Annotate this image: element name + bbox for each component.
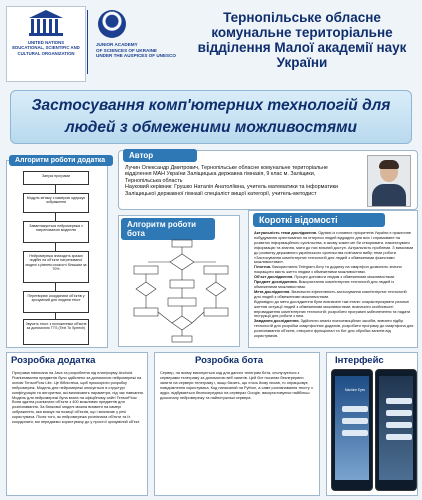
app-button [386, 434, 412, 440]
flow-arrow [55, 243, 56, 251]
logo-divider [87, 10, 88, 74]
poster-title: Застосування комп'ютерних технологій для людей з обмеженими можливостями [10, 90, 412, 144]
bot-algorithm-title: Алгоритм роботи бота [121, 218, 215, 240]
bot-development-title: Розробка бота [195, 355, 264, 366]
app-button [342, 418, 368, 424]
author-photo [367, 155, 411, 207]
author-panel [118, 150, 418, 210]
flow-step: Модуль зв'язку з камерою одержує зображення [23, 193, 89, 213]
bot-algorithm-panel [118, 215, 240, 347]
phone-screenshot [331, 369, 373, 491]
phone-screenshot [375, 369, 417, 491]
brief-info-title: Короткі відомості [253, 213, 385, 227]
bot-algorithm-diagram [120, 236, 240, 344]
brief-paragraph: Завдання дослідження. Здійснити аналіз психоемоційних засобів, вивчити підбір технологій для розробки смартфонних додатків, розробити програму до смартфона для розпізнавання об'єктів, створити функціонал та бот для обробки запитів від користувачів. [254, 318, 414, 339]
brief-paragraph: Об'єкт дослідження. Процес допомоги людям з обмеженими можливостями. [254, 274, 396, 280]
flow-step: Запуск програми [23, 171, 89, 185]
brief-paragraph: Гіпотеза. Використання Telegram-боту та додатку на смартфон дозволить значно покращити якість життя людям з обмеженими можливостями. [254, 264, 402, 275]
app-button [342, 406, 368, 412]
brief-paragraph: Відповідно до мети дослідження були визначені такі етапи: охарактеризувати реальні життєві ситуації людей з обмеженими можливостями; визначити особливості впровадження комп'ютерних технологій; розробити програмні забезпечення та надати інструкції для роботи з ним. [254, 298, 411, 319]
app-button [386, 398, 412, 404]
academy-line: JUNIOR ACADEMY [96, 42, 138, 47]
author-line: Лучин Олександр Дмитрович, Тернопільське обласне комунальне територіальне [125, 165, 328, 171]
brief-paragraph: Актуальність теми дослідження. Однією із головних пріоритетів України є практичне побудування орієнтованих на інтереси людей відрадніх для всіх і спрямоване на розвиток інформаційного суспільства, в якому кожен міг би створювати, накопичувати інформацію та знання, мати до них вільний доступ. Актуальність проблеми. З вимогами до розвитку державного українського суспільства пов'язано вибір теми роботи «Застосування комп'ютерних технологій для людей з обмеженими фізичними можливостями». [254, 230, 414, 265]
app-development-text: Програма написана на Java та розроблена під платформу Android. Розпізнавання предметів було здійснено за допомогою нейромережі на основі TensorFlow Lite. Це бібліотека, щоб прискорити розробку нейромереж. Модель для нейромережі описується в структурі конфігурацію та алгоритми, які визначають параметри, під час навчання. Модель для нейромережі була взята на офіційному сайті TensorFlow. Вона здатна розпізнати об'єкти з 400 можливих предметів для розпізнавання. За банкової моделі можна виявити на камері зображення, яка вказує на позиції об'єктів, що і визначає у речі користувача. Після того, як нейромережа розпізнала об'єкти та їх координати, ми передаємо користувачу до у простої зрозумілий об'єкт. [12, 370, 144, 425]
unesco-line: EDUCATIONAL, SCIENTIFIC AND [12, 45, 80, 51]
organization-title: Тернопільське обласне комунальне територіальне відділення Малої академії наук України [197, 10, 407, 70]
interface-title: Інтерфейс [335, 355, 384, 366]
app-algorithm-title: Алгоритм роботи додатка [9, 155, 113, 166]
bot-development-panel [154, 352, 320, 496]
flow-step: Нейромережа знаходить зразки подібні на об'єкти натренованої моделі з рівнем схожості більшим за 70% [23, 251, 89, 283]
app-button [342, 430, 368, 436]
brief-paragraph: Мета дослідження. Визначити ефективність застосування комп'ютерних технологій для людей з обмеженими можливостями. [254, 288, 407, 299]
brief-paragraph: Предмет дослідження. Використання комп'ютерних технологій для людей із обмеженими можливостями. [254, 279, 394, 289]
flow-arrow [55, 283, 56, 291]
unesco-line: UNITED NATIONS [27, 40, 65, 45]
flow-step: Звучить текст з положенням об'єктів за допомогою TTS (Text To Speech) [23, 319, 89, 345]
unesco-logo [6, 6, 86, 82]
junior-academy-logo [92, 6, 182, 82]
app-algorithm-panel [6, 157, 108, 348]
flow-arrow [55, 213, 56, 221]
author-line: відділення МАН України Заліщицька державна гімназія, 9 клас м. Заліщики, [125, 171, 316, 178]
app-button [386, 410, 412, 416]
author-title: Автор [123, 149, 197, 162]
flow-step: Перетворює координати об'єктів у зрозумілий для людини текст [23, 291, 89, 313]
flow-arrow [55, 185, 56, 193]
brief-info-panel [248, 210, 418, 348]
interface-panel [326, 352, 418, 496]
academy-line: OF SCIENCES OF UKRAINE [96, 47, 157, 53]
app-development-title: Розробка додатка [11, 355, 96, 366]
app-screen-label: Machine Eyes [344, 388, 366, 392]
academy-emblem-icon [98, 10, 126, 38]
author-line: Тернопільська область [125, 177, 183, 184]
temple-icon [26, 10, 66, 38]
app-development-panel [6, 352, 148, 496]
unesco-line: CULTURAL ORGANIZATION [17, 50, 75, 56]
bot-development-text: Сервер, на якому виконується код для даного телеграм бота, сполучується з серверами телеграму за допомогою веб запитів. Цей бот посилає безперервно запити на сервери телеграму і, якщо бачить, що хтось йому писав, то опрацьовує повідомлення користувача. Код написаний на Python, а саме розпізнавання тексту з аудіо, відбувається безпосередньо на серверах Google, використовуючи найбільш досконалу нейромережу та найпотужніші сервера. [160, 370, 313, 400]
brief-info-text [254, 231, 414, 339]
author-line: Заліщицької державної гімназії спеціаліст вищої категорії, учитель-методист [125, 190, 317, 197]
author-line: Науковий керівник: Грушко Наталія Анатоліївна, учитель математики та інформатики [125, 184, 339, 191]
academy-line: UNDER THE AUSPICES OF UNESCO [96, 53, 176, 59]
flow-step: Завантажується нейромережа з натренованою моделлю [23, 221, 89, 243]
app-button [386, 422, 412, 428]
